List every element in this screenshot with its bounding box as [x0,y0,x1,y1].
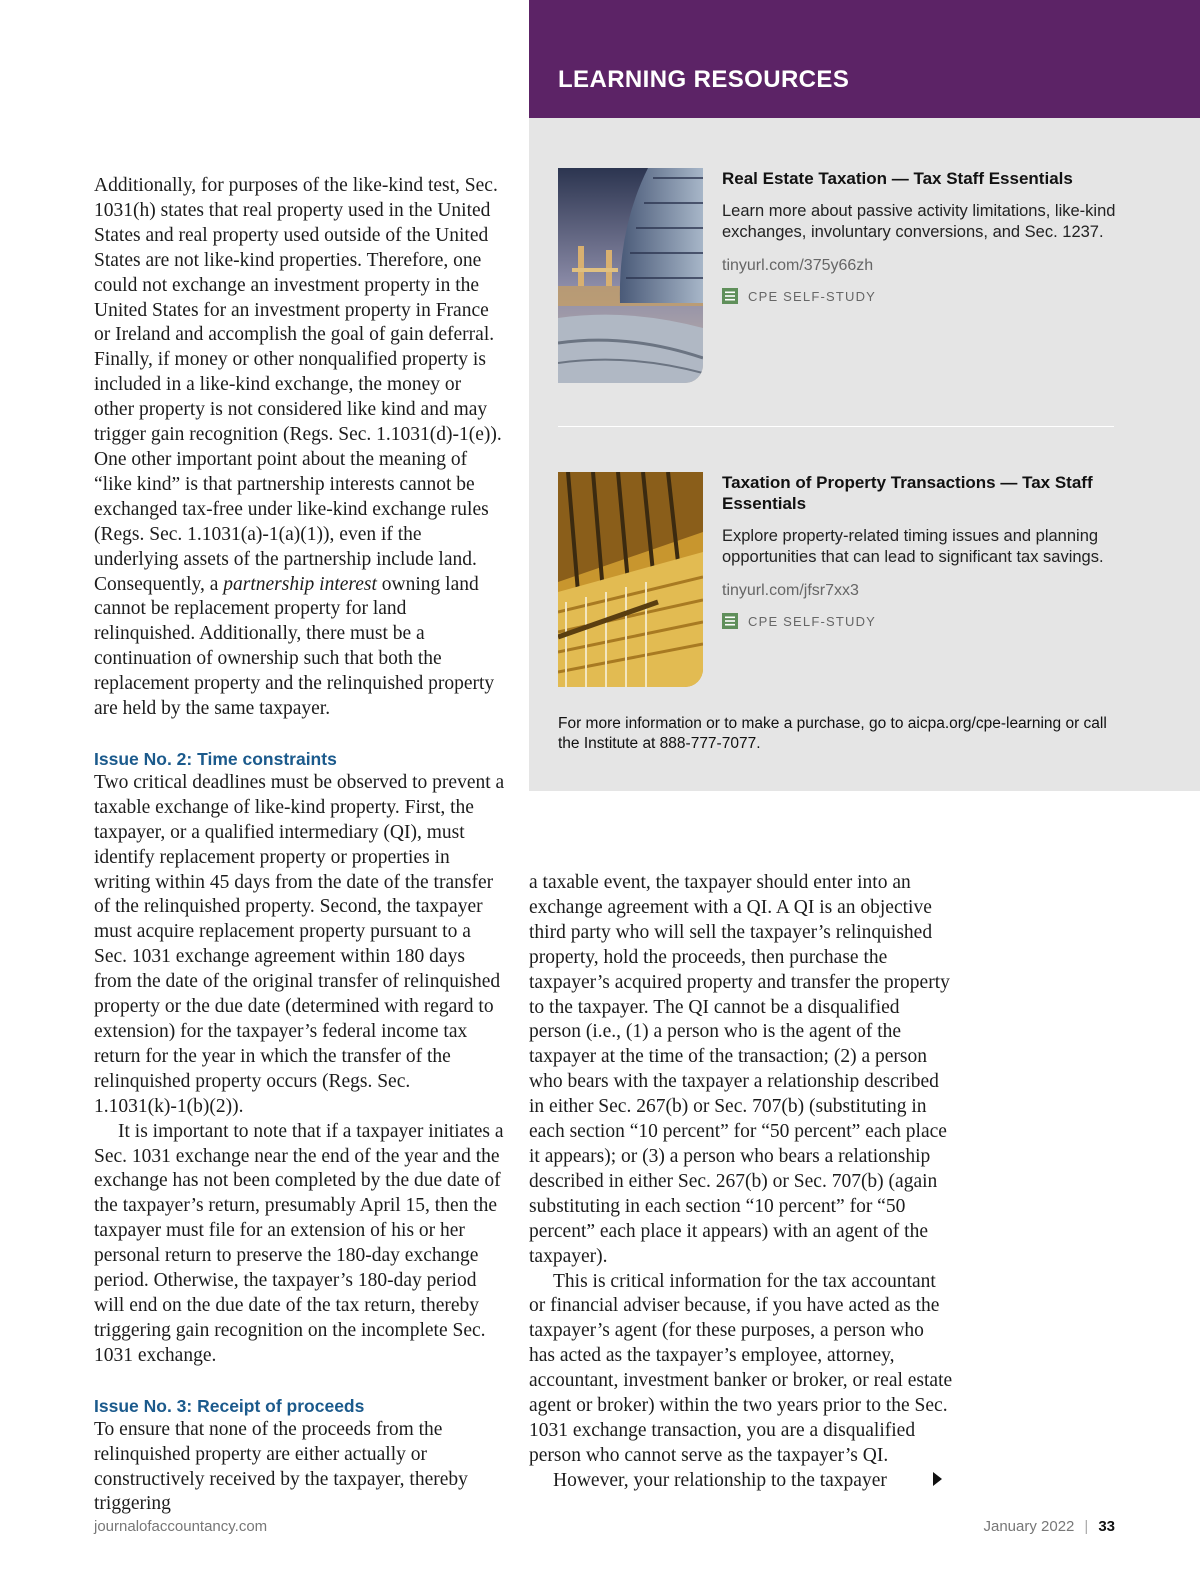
resource-description: Explore property-related timing issues and planning opportunities that can lead to significant tax savings. [722,527,1104,566]
resource-link[interactable]: tinyurl.com/jfsr7xx3 [722,582,859,599]
resource-body [722,472,1122,629]
page-number: 33 [1098,1518,1115,1535]
sidebar-header [529,0,1200,118]
resource-title: Taxation of Property Transactions — Tax Staff Essentials [722,473,1093,513]
cpe-label: CPE SELF-STUDY [748,613,877,629]
document-icon [722,613,738,629]
resource-title: Real Estate Taxation — Tax Staff Essentials [722,169,1073,188]
footer-page-info [984,1518,1116,1535]
section-heading: Issue No. 3: Receipt of proceeds [94,1395,365,1416]
footer-issue: January 2022 [983,1518,1075,1535]
city-bridge-photo [558,168,703,383]
continued-arrow-icon [933,1472,942,1486]
staircase-photo [558,472,703,687]
article-column-middle [529,871,953,1494]
section-heading: Issue No. 2: Time constraints [94,748,337,769]
article-paragraph: a taxable event, the taxpayer should enter into an exchange agreement with a QI. A QI is an objective third party who will sell the taxpayer’s relinquished property, hold the proceeds, then purchase the taxpayer’s acquired property and transfer the property to the taxpayer. The QI cannot be a disqualified person (i.e., (1) a person who is the agent of the taxpayer at the time of the transaction; (2) a person who bears with the taxpayer a relationship described in either Sec. 267(b) or Sec. 707(b) (substituting in each section “10 percent” for “50 percent” each place it appears); or (3) a person who bears a relationship described in either Sec. 267(b) or Sec. 707(b) (again substituting in each section “10 percent” for “50 percent” each place it appears) with an agent of the taxpayer). [529,872,950,1267]
sidebar-title: LEARNING RESOURCES [558,66,850,93]
cpe-badge [722,613,1122,629]
footer-separator: | [1084,1518,1089,1535]
cpe-badge [722,288,1122,304]
article-paragraph: It is important to note that if a taxpayer initiates a Sec. 1031 exchange near the end of the year and the exchange has not been completed by the due date of the taxpayer’s return, presumably April 15, then the taxpayer must file for an extension of his or her personal return to preserve the 180-day exchange period. Otherwise, the taxpayer’s 180-day period will end on the due date of the tax return, thereby triggering gain recognition on the incomplete Sec. 1031 exchange. [94,1120,504,1366]
article-paragraph: Two critical deadlines must be observed to prevent a taxable exchange of like-kind property. First, the taxpayer, or a qualified intermediary (QI), must identify replacement property or properties in writing within 45 days from the date of the transfer of the relinquished property. Second, the taxpayer must acquire replacement property pursuant to a Sec. 1031 exchange agreement within 180 days from the date of the original transfer of relinquished property or the due date (determined with regard to extension) for the taxpayer’s federal income tax return for the year in which the transfer of the relinquished property occurs (Regs. Sec. 1.1031(k)-1(b)(2)). [94,771,505,1117]
sidebar-footer-note: For more information or to make a purchase, go to aicpa.org/cpe-learning or call the Institute at 888-777-7077. [558,715,1107,752]
article-paragraph: This is critical information for the tax accountant or financial adviser because, if you have acted as the taxpayer’s agent (for these purposes, a person who has acted as the taxpayer’s employee, attorney, accountant, investment banker or broker, or real estate agent or broker) within the two years prior to the Sec. 1031 exchange transaction, you are a disqualified person who cannot serve as the taxpayer’s QI. [529,1270,953,1466]
resource-body [722,168,1122,304]
article-paragraph: Additionally, for purposes of the like-kind test, Sec. 1031(h) states that real property used in the United States and real property used outside of the United States are not like-kind properties. Therefore, one could not exchange an investment property in the United States for an investment property in France or Ireland and accomplish the goal of gain deferral. Finally, if money or other nonqualified property is included in a like-kind exchange, the money or other property is not considered like kind and may trigger gain recognition (Regs. Sec. 1.1031(d)-1(e)). One other important point about the meaning of “like kind” is that partnership interests cannot be exchanged tax-free under like-kind exchange rules (Regs. Sec. 1.1031(a)-1(a)(1)), even if the underlying assets of the partnership include land. Consequently, a partnership interest owning land cannot be replacement property for land relinquished. Additionally, there must be a continuation of ownership such that both the replacement property and the relinquished property are held by the same taxpayer. [94,175,502,720]
article-paragraph: However, your relationship to the taxpayer [553,1469,887,1491]
article-paragraph: To ensure that none of the proceeds from the relinquished property are either actually or constructively received by the taxpayer, thereby triggering [94,1418,468,1515]
learning-resources-sidebar [529,0,1200,791]
document-icon [722,288,738,304]
footer-site: journalofaccountancy.com [94,1518,268,1535]
article-column-left [94,174,506,1517]
resource-divider [558,426,1114,427]
resource-link[interactable]: tinyurl.com/375y66zh [722,257,874,274]
cpe-label: CPE SELF-STUDY [748,288,877,304]
resource-description: Learn more about passive activity limitations, like-kind exchanges, involuntary conversions, and Sec. 1237. [722,202,1116,241]
